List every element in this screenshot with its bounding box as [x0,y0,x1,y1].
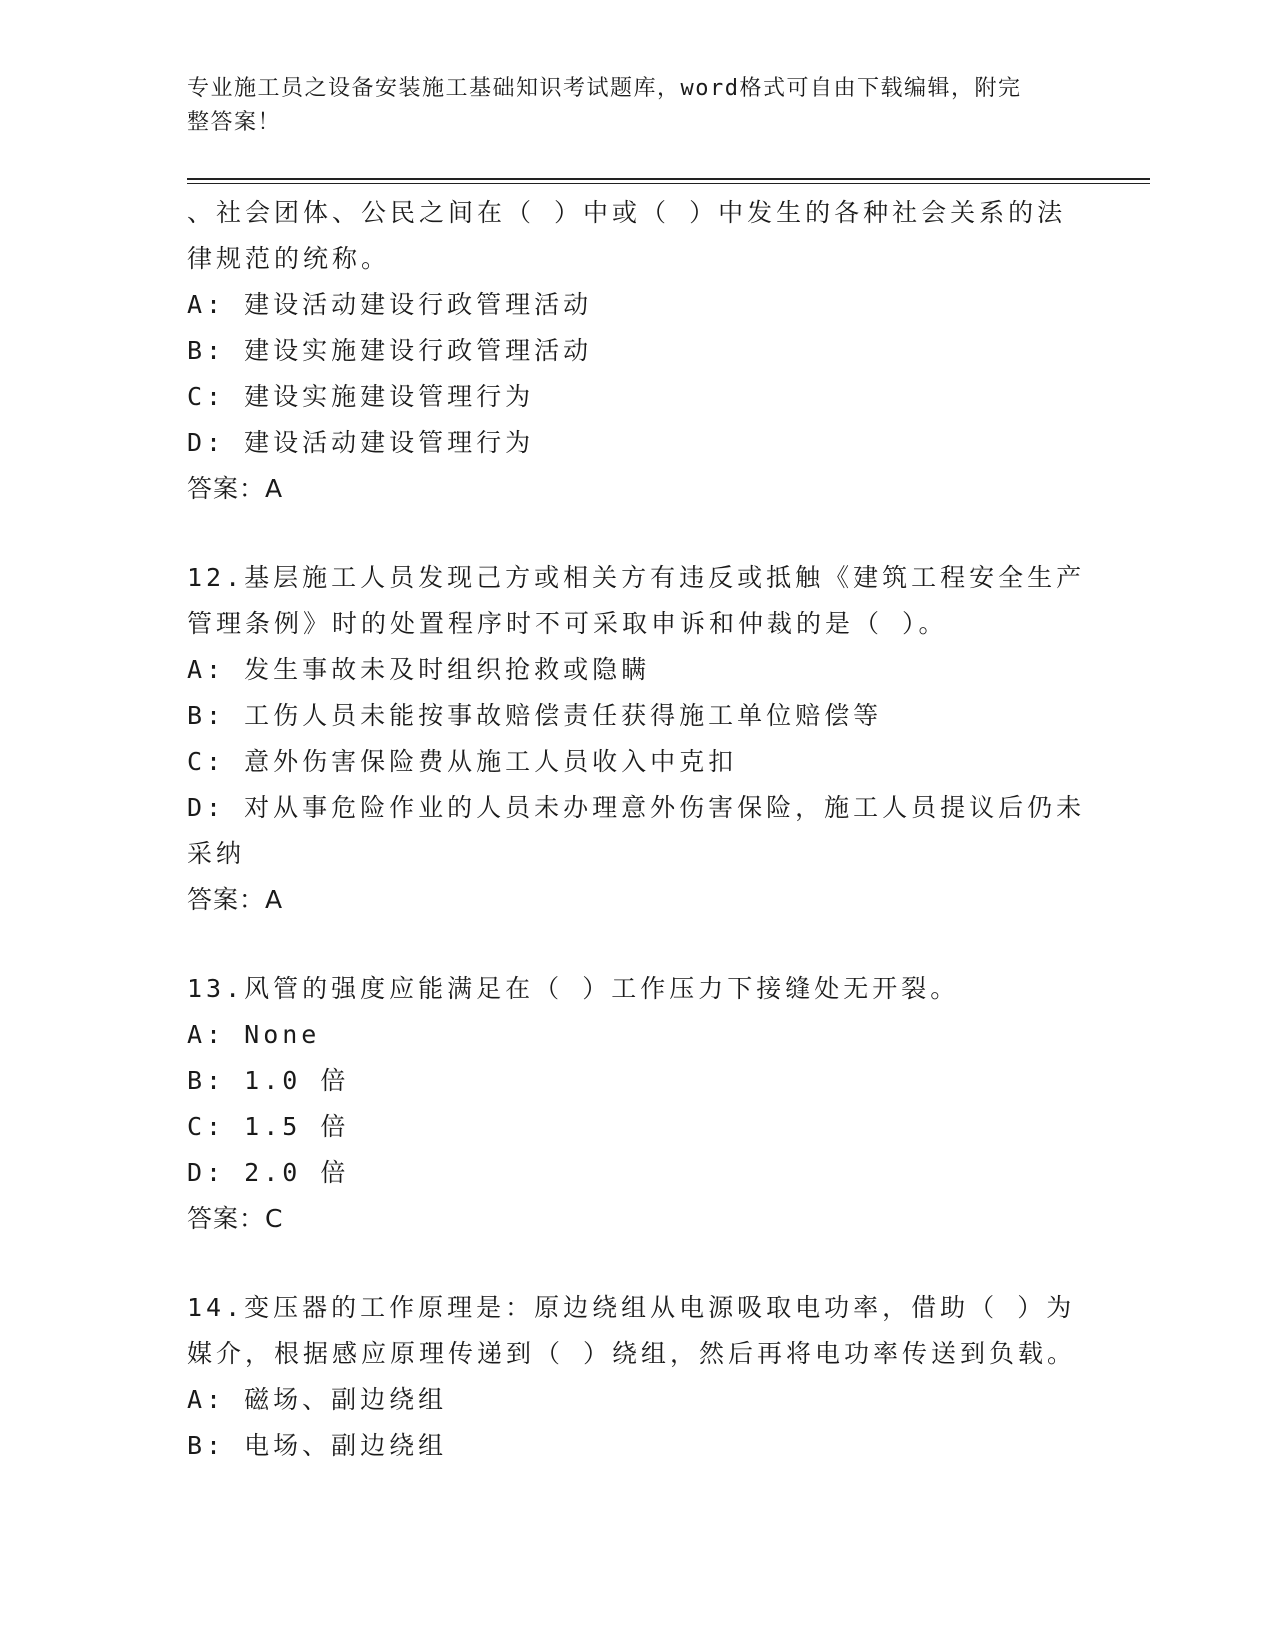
answer: 答案：C [187,1204,284,1233]
option-d: D: 对从事危险作业的人员未办理意外伤害保险，施工人员提议后仍未 [187,793,1086,822]
question-stem: 、社会团体、公民之间在（ ）中或（ ）中发生的各种社会关系的法 [187,198,1067,227]
answer: 答案：A [187,474,284,503]
option-a: A: 磁场、副边绕组 [187,1385,448,1414]
option-c: C: 意外伤害保险费从施工人员收入中克扣 [187,747,738,776]
question-11 [187,190,1087,512]
option-a: A: 建设活动建设行政管理活动 [187,290,593,319]
header-divider-thick [187,178,1150,180]
option-b: B: 工伤人员未能按事故赔偿责任获得施工单位赔偿等 [187,701,883,730]
question-stem: 律规范的统称。 [187,244,391,273]
question-list [187,190,1087,1469]
option-b: B: 建设实施建设行政管理活动 [187,336,593,365]
option-a: A: None [187,1020,321,1049]
question-stem: 12.基层施工人员发现己方或相关方有违反或抵触《建筑工程安全生产 [187,563,1086,592]
document-header [187,72,1067,140]
question-stem: 13.风管的强度应能满足在（ ）工作压力下接缝处无开裂。 [187,974,960,1003]
question-stem: 14.变压器的工作原理是：原边绕组从电源吸取电功率，借助（ ）为 [187,1293,1076,1322]
question-stem: 管理条例》时的处置程序时不可采取申诉和仲裁的是（ ）。 [187,609,948,638]
option-c: C: 1.5 倍 [187,1112,350,1141]
option-c: C: 建设实施建设管理行为 [187,382,535,411]
question-13 [187,966,1087,1242]
question-12 [187,555,1087,923]
option-d-continued: 采纳 [187,839,246,868]
question-14 [187,1285,1087,1469]
option-b: B: 电场、副边绕组 [187,1431,448,1460]
question-stem: 媒介，根据感应原理传递到（ ）绕组，然后再将电功率传送到负载。 [187,1339,1077,1368]
header-line-1: 专业施工员之设备安装施工基础知识考试题库，word格式可自由下载编辑，附完 [187,76,1022,101]
option-a: A: 发生事故未及时组织抢救或隐瞒 [187,655,651,684]
header-line-2: 整答案！ [187,110,282,135]
option-d: D: 建设活动建设管理行为 [187,428,535,457]
option-b: B: 1.0 倍 [187,1066,350,1095]
header-divider-thin [187,183,1150,184]
answer: 答案：A [187,885,284,914]
option-d: D: 2.0 倍 [187,1158,350,1187]
